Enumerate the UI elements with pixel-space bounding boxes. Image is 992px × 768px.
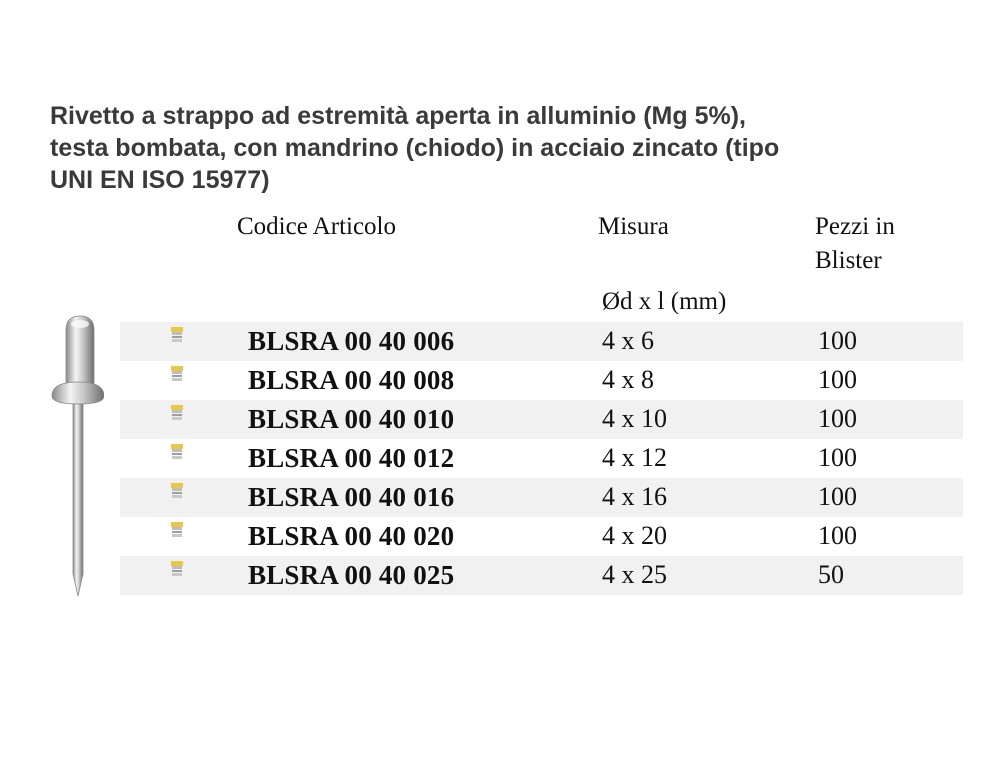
header-size-unit: Ød x l (mm)	[602, 288, 727, 315]
blister-pack-icon[interactable]	[170, 443, 184, 461]
row-pieces: 100	[818, 326, 857, 355]
header-pieces: Pezzi in Blister	[815, 213, 895, 274]
row-size: 4 x 20	[602, 521, 667, 550]
blister-pack-icon[interactable]	[170, 560, 184, 578]
blister-pack-icon[interactable]	[170, 365, 184, 383]
row-pieces: 100	[818, 482, 857, 511]
title-line-2: testa bombata, con mandrino (chiodo) in acciaio zincato (tipo	[50, 134, 780, 162]
table-row	[120, 322, 963, 361]
blister-pack-icon[interactable]	[170, 326, 184, 344]
row-size: 4 x 12	[602, 443, 667, 472]
title-line-1: Rivetto a strappo ad estremità aperta in alluminio (Mg 5%),	[50, 102, 746, 130]
row-pieces: 100	[818, 365, 857, 394]
blister-pack-icon[interactable]	[170, 521, 184, 539]
row-pieces: 50	[818, 560, 844, 589]
row-code: BLSRA 00 40 025	[248, 560, 455, 590]
row-code: BLSRA 00 40 008	[248, 365, 455, 395]
rivet-image	[48, 312, 104, 602]
blister-pack-icon[interactable]	[170, 404, 184, 422]
row-code: BLSRA 00 40 010	[248, 404, 455, 434]
row-size: 4 x 8	[602, 365, 654, 394]
table-row	[120, 517, 963, 556]
row-pieces: 100	[818, 443, 857, 472]
row-code: BLSRA 00 40 006	[248, 326, 455, 356]
header-code: Codice Articolo	[237, 213, 396, 240]
title-line-3: UNI EN ISO 15977)	[50, 166, 270, 194]
row-size: 4 x 10	[602, 404, 667, 433]
row-size: 4 x 16	[602, 482, 667, 511]
table-row	[120, 478, 963, 517]
row-size: 4 x 25	[602, 560, 667, 589]
row-size: 4 x 6	[602, 326, 654, 355]
table-row	[120, 400, 963, 439]
row-code: BLSRA 00 40 016	[248, 482, 455, 512]
header-size: Misura	[598, 213, 669, 240]
row-code: BLSRA 00 40 020	[248, 521, 455, 551]
table-row	[120, 556, 963, 595]
blister-pack-icon[interactable]	[170, 482, 184, 500]
table-row	[120, 361, 963, 400]
row-code: BLSRA 00 40 012	[248, 443, 455, 473]
row-pieces: 100	[818, 404, 857, 433]
table-row	[120, 439, 963, 478]
row-pieces: 100	[818, 521, 857, 550]
product-table	[120, 322, 963, 595]
product-title	[50, 100, 970, 196]
